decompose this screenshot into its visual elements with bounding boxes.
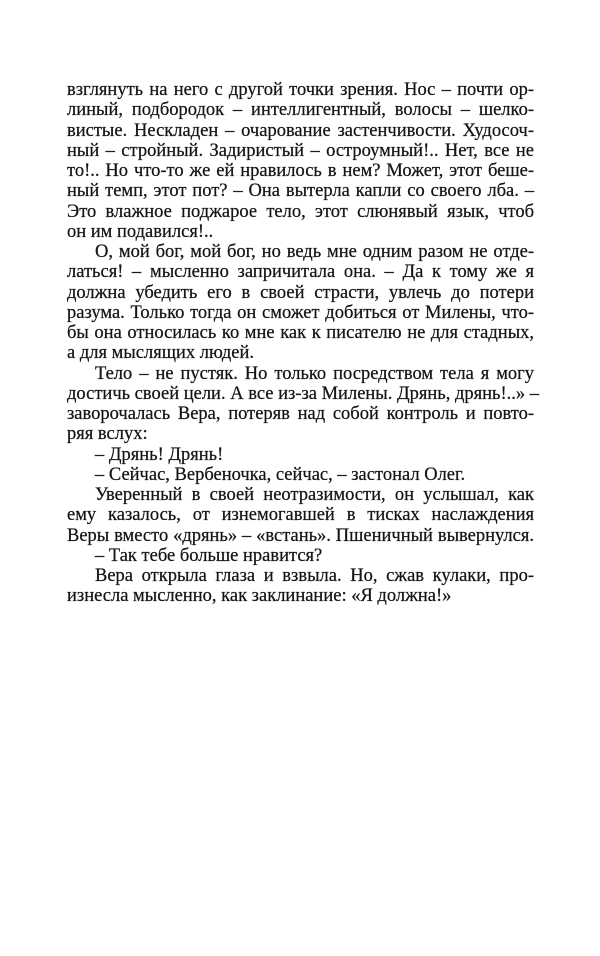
text-line: а для мыслящих людей. xyxy=(67,343,254,364)
text-line: ный темп, этот пот? – Она вытерла капли со своего лба. – xyxy=(67,181,534,202)
text-line: латься! – мысленно запричитала она. – Да к тому же я xyxy=(67,262,534,283)
text-line: О, мой бог, мой бог, но ведь мне одним разом не отде- xyxy=(95,242,534,262)
text-line: ряя вслух: xyxy=(67,424,148,445)
text-line: ему казалось, от изнемогавшей в тисках наслаждения xyxy=(67,505,534,526)
text-line: заворочалась Вера, потеряв над собой контроль и повто- xyxy=(67,404,534,424)
text-line: вистые. Нескладен – очарование застенчивости. Худосоч- xyxy=(67,120,534,141)
text-line: Вера открыла глаза и взвыла. Но, сжав кулаки, про- xyxy=(95,566,534,586)
text-line: должна убедить его в своей страсти, увлечь до потери xyxy=(67,282,534,303)
text-line: разума. Только тогда он сможет добиться от Милены, что- xyxy=(67,302,534,323)
text-line: – Сейчас, Вербеночка, сейчас, – застонал Олег. xyxy=(95,464,466,485)
text-line: бы она относилась ко мне как к писателю не для стадных, xyxy=(67,323,534,343)
text-line: Веры вместо «дрянь» – «встань». Пшеничный вывернулся. xyxy=(67,525,534,546)
page-body-text xyxy=(67,80,539,607)
text-line: достичь своей цели. А все из-за Милены. Дрянь, дрянь!..» – xyxy=(67,383,539,404)
text-line: он им подавился!.. xyxy=(67,221,214,242)
text-line: ный – стройный. Задиристый – остроумный!.. Нет, все не xyxy=(67,140,534,161)
text-line: то!.. Но что-то же ей нравилось в нем? Может, этот беше- xyxy=(67,161,534,181)
text-line: – Дрянь! Дрянь! xyxy=(95,444,224,465)
text-line: Это влажное поджарое тело, этот слюнявый язык, чтоб xyxy=(67,201,534,222)
text-line: линый, подбородок – интеллигентный, волосы – шелко- xyxy=(67,100,534,121)
text-line: Тело – не пустяк. Но только посредством тела я могу xyxy=(95,363,534,384)
text-line: Уверенный в своей неотразимости, он услышал, как xyxy=(95,485,534,505)
text-line: – Так тебе больше нравится? xyxy=(95,545,323,566)
text-line: изнесла мысленно, как заклинание: «Я должна!» xyxy=(67,586,452,607)
text-line: взглянуть на него с другой точки зрения. Нос – почти ор- xyxy=(67,80,534,100)
